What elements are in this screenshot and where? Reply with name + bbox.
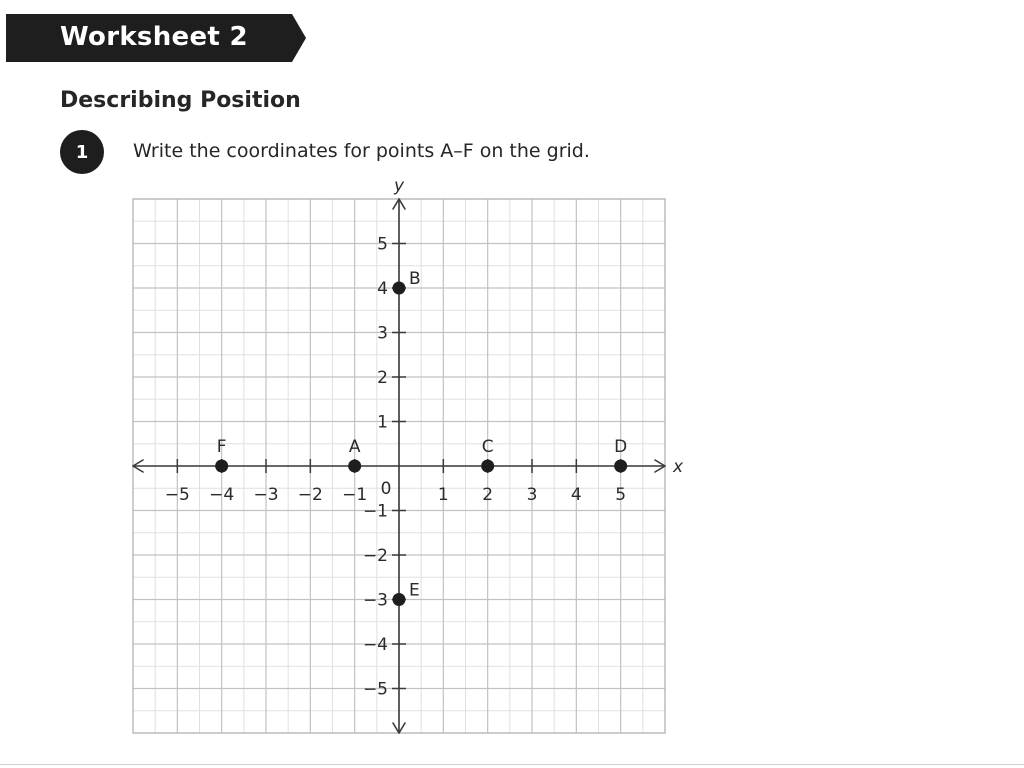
point-f	[215, 437, 228, 473]
point-marker	[614, 460, 627, 473]
y-tick-label: −4	[362, 635, 388, 655]
point-e	[393, 581, 420, 607]
origin-label: 0	[380, 479, 392, 499]
x-tick-label: 2	[482, 485, 494, 505]
axis-tick-labels	[165, 235, 626, 700]
point-label: F	[216, 437, 227, 457]
y-axis-label: y	[393, 176, 405, 196]
point-c	[481, 437, 494, 473]
y-tick-label: −5	[362, 679, 388, 700]
question-text: Write the coordinates for points A–F on the grid.	[133, 140, 590, 162]
x-tick-label: −1	[342, 485, 368, 505]
page-divider	[0, 764, 1024, 765]
y-tick-label: 2	[377, 368, 388, 388]
point-b	[393, 269, 421, 295]
point-label: A	[348, 437, 361, 457]
x-tick-label: −5	[164, 485, 190, 505]
x-tick-label: −3	[253, 485, 279, 505]
y-tick-label: −3	[362, 590, 388, 611]
point-d	[614, 437, 627, 473]
point-label: C	[481, 437, 494, 457]
x-tick-label: −4	[209, 485, 235, 505]
y-tick-label: 1	[377, 412, 388, 433]
point-marker	[215, 460, 228, 473]
y-tick-label: −1	[362, 501, 388, 522]
point-label: B	[409, 269, 421, 289]
y-tick-label: −2	[362, 546, 388, 566]
point-marker	[348, 460, 361, 473]
worksheet-title: Worksheet 2	[60, 22, 248, 52]
axes	[133, 176, 684, 733]
point-label: D	[614, 437, 628, 457]
section-title: Describing Position	[60, 88, 301, 113]
point-marker	[481, 460, 494, 473]
point-a	[348, 437, 361, 473]
point-marker	[393, 593, 406, 606]
x-tick-label: 1	[437, 485, 449, 505]
y-tick-label: 3	[377, 323, 388, 344]
x-axis-label: x	[673, 457, 684, 477]
x-tick-label: 3	[526, 485, 538, 505]
point-label: E	[409, 580, 420, 601]
point-marker	[393, 282, 406, 295]
x-tick-label: 5	[615, 485, 627, 505]
y-tick-label: 4	[377, 279, 388, 299]
x-tick-label: 4	[570, 485, 582, 505]
x-tick-label: −2	[297, 485, 323, 505]
question-number-badge: 1	[60, 130, 104, 174]
y-tick-label: 5	[377, 234, 388, 255]
